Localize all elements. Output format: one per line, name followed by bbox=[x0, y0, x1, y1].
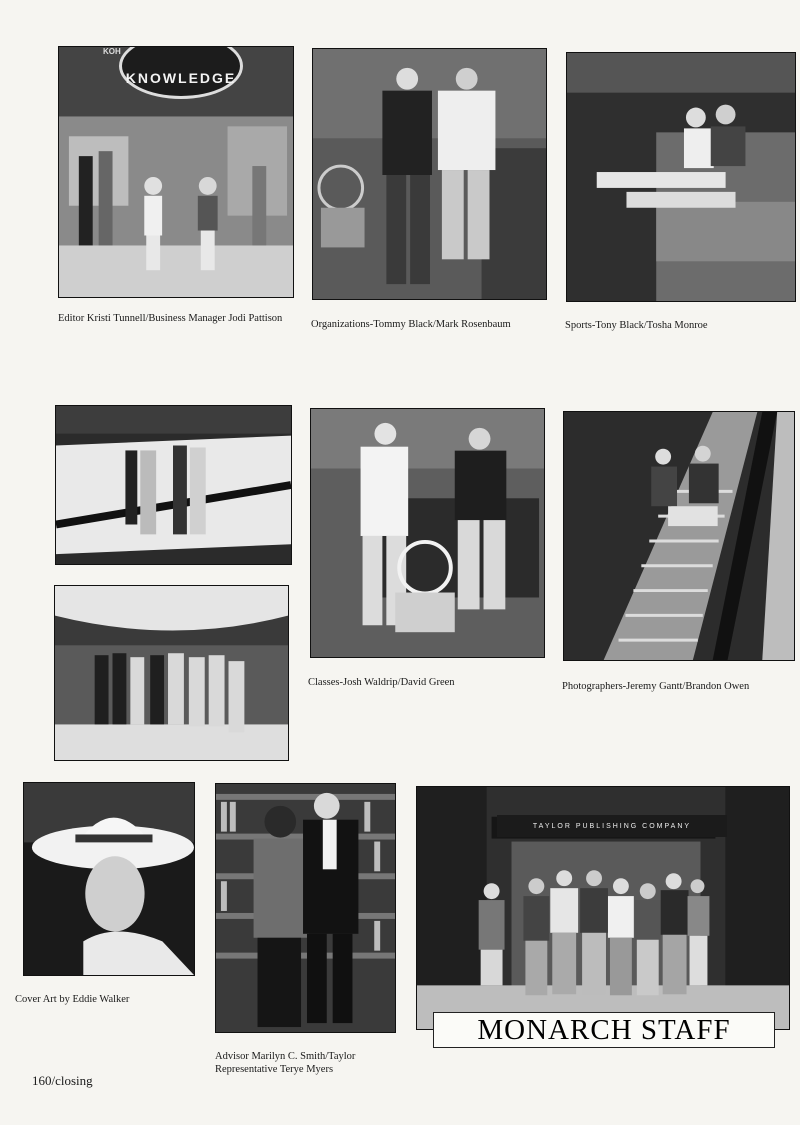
sports-scene bbox=[567, 53, 795, 301]
photo-organizations bbox=[312, 48, 547, 300]
photo-classes bbox=[310, 408, 545, 658]
monarch-staff-banner: MONARCH STAFF bbox=[433, 1012, 775, 1048]
photo-monarch-staff bbox=[416, 786, 790, 1030]
classes-scene bbox=[311, 409, 544, 657]
cover-art-portrait bbox=[24, 783, 194, 975]
store-sign: KNOWLEDGE bbox=[119, 46, 243, 99]
photo-advisor bbox=[215, 783, 396, 1033]
photo-cover-art bbox=[23, 782, 195, 976]
photo-mall-group bbox=[54, 585, 289, 761]
caption-advisor: Advisor Marilyn C. Smith/Taylor Representative Terye Myers bbox=[215, 1051, 356, 1075]
caption-sports: Sports-Tony Black/Tosha Monroe bbox=[565, 320, 708, 331]
photo-sports bbox=[566, 52, 796, 302]
rink-scene bbox=[56, 406, 291, 564]
photo-rink-group bbox=[55, 405, 292, 565]
escalator-scene bbox=[564, 412, 794, 660]
mall-scene bbox=[55, 586, 288, 760]
store-sign-small-text: KOH bbox=[103, 47, 121, 56]
photo-editor-business-manager bbox=[58, 46, 294, 298]
organizations-scene bbox=[313, 49, 546, 299]
taylor-publishing-sign: TAYLOR PUBLISHING COMPANY bbox=[497, 815, 727, 837]
caption-cover-art: Cover Art by Eddie Walker bbox=[15, 994, 130, 1005]
photo-photographers bbox=[563, 411, 795, 661]
caption-classes: Classes-Josh Waldrip/David Green bbox=[308, 677, 455, 688]
caption-editor-business-manager: Editor Kristi Tunnell/Business Manager Jodi Pattison bbox=[58, 313, 283, 324]
caption-organizations: Organizations-Tommy Black/Mark Rosenbaum bbox=[311, 319, 511, 330]
caption-photographers: Photographers-Jeremy Gantt/Brandon Owen bbox=[562, 681, 750, 692]
advisor-scene bbox=[216, 784, 395, 1032]
page-folio: 160/closing bbox=[32, 1073, 93, 1088]
